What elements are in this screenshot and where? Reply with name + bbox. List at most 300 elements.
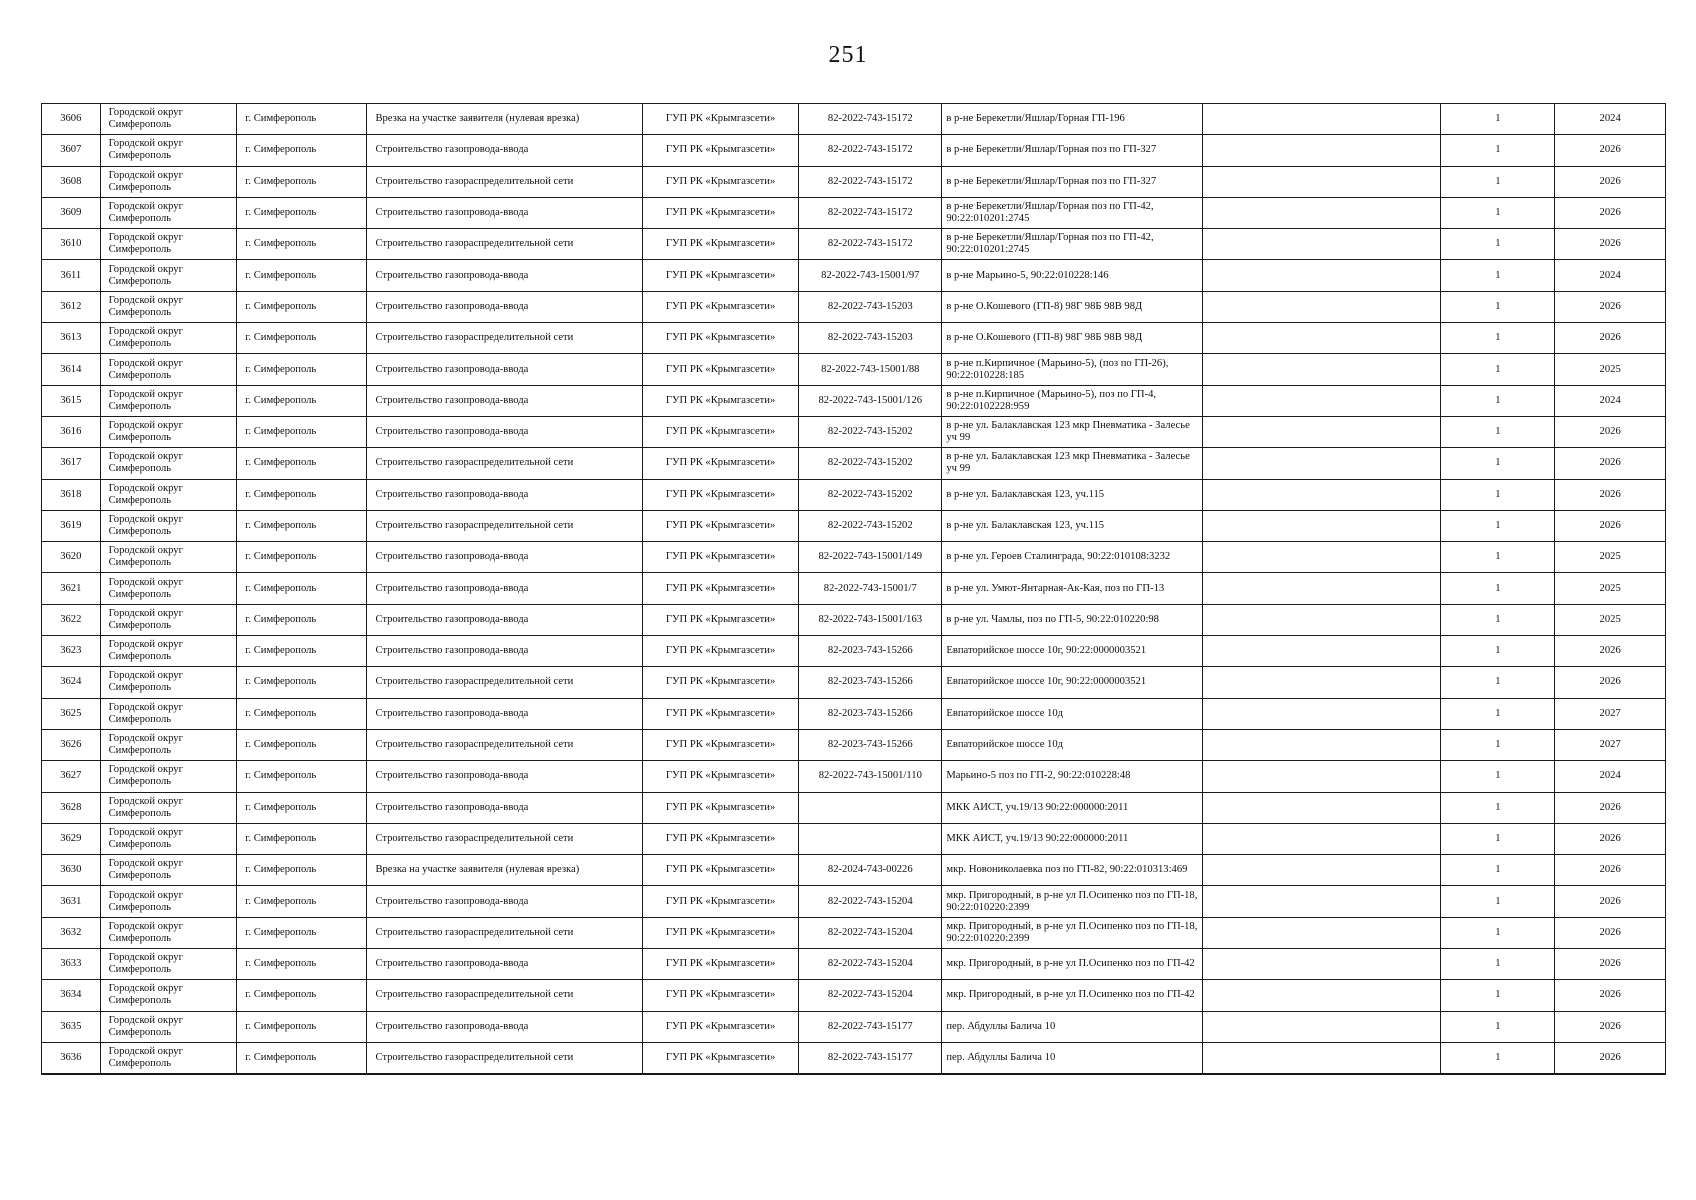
quantity-cell: 1: [1441, 667, 1555, 698]
year-cell: 2024: [1555, 385, 1666, 416]
row-number: 3621: [42, 573, 101, 604]
work-type-cell: Строительство газораспределительной сети: [367, 823, 643, 854]
table-row: [42, 197, 1666, 228]
empty-cell: [1202, 135, 1441, 166]
work-type-cell: Врезка на участке заявителя (нулевая врезка): [367, 855, 643, 886]
tech-conditions-number-cell: 82-2022-743-15001/110: [799, 761, 942, 792]
work-type-cell: Строительство газопровода-ввода: [367, 761, 643, 792]
address-cell: в р-не ул. Балаклавская 123 мкр Пневматика - Залесье уч 99: [942, 416, 1202, 447]
empty-cell: [1202, 479, 1441, 510]
row-number: 3631: [42, 886, 101, 917]
quantity-cell: 1: [1441, 260, 1555, 291]
town-cell: г. Симферополь: [237, 729, 367, 760]
address-cell: в р-не ул. Умют-Янтарная-Ак-Кая, поз по ГП-13: [942, 573, 1202, 604]
organization-cell: ГУП РК «Крымгазсети»: [642, 354, 798, 385]
year-cell: 2025: [1555, 573, 1666, 604]
town-cell: г. Симферополь: [237, 197, 367, 228]
empty-cell: [1202, 510, 1441, 541]
table-row: [42, 354, 1666, 385]
address-cell: Евпаторийское шоссе 10д: [942, 729, 1202, 760]
tech-conditions-number-cell: 82-2022-743-15001/126: [799, 385, 942, 416]
work-type-cell: Строительство газопровода-ввода: [367, 416, 643, 447]
town-cell: г. Симферополь: [237, 385, 367, 416]
district-cell: Городской округ Симферополь: [100, 823, 237, 854]
year-cell: 2026: [1555, 855, 1666, 886]
tech-conditions-number-cell: 82-2022-743-15001/97: [799, 260, 942, 291]
work-type-cell: Строительство газопровода-ввода: [367, 542, 643, 573]
empty-cell: [1202, 166, 1441, 197]
empty-cell: [1202, 636, 1441, 667]
row-number: 3608: [42, 166, 101, 197]
quantity-cell: 1: [1441, 1042, 1555, 1074]
empty-cell: [1202, 323, 1441, 354]
year-cell: 2024: [1555, 260, 1666, 291]
address-cell: в р-не Берекетли/Яшлар/Горная ГП-196: [942, 104, 1202, 135]
quantity-cell: 1: [1441, 1011, 1555, 1042]
work-type-cell: Строительство газопровода-ввода: [367, 291, 643, 322]
town-cell: г. Симферополь: [237, 761, 367, 792]
empty-cell: [1202, 761, 1441, 792]
empty-cell: [1202, 197, 1441, 228]
town-cell: г. Симферополь: [237, 448, 367, 479]
page-number: 251: [828, 42, 868, 68]
table-row: [42, 698, 1666, 729]
empty-cell: [1202, 354, 1441, 385]
address-cell: МКК АИСТ, уч.19/13 90:22:000000:2011: [942, 823, 1202, 854]
tech-conditions-number-cell: 82-2022-743-15177: [799, 1042, 942, 1074]
year-cell: 2026: [1555, 166, 1666, 197]
work-type-cell: Строительство газопровода-ввода: [367, 479, 643, 510]
address-cell: в р-не ул. Балаклавская 123, уч.115: [942, 479, 1202, 510]
empty-cell: [1202, 667, 1441, 698]
row-number: 3619: [42, 510, 101, 541]
organization-cell: ГУП РК «Крымгазсети»: [642, 604, 798, 635]
table-row: [42, 855, 1666, 886]
table-row: [42, 1042, 1666, 1074]
district-cell: Городской округ Симферополь: [100, 729, 237, 760]
year-cell: 2024: [1555, 761, 1666, 792]
address-cell: в р-не ул. Чамлы, поз по ГП-5, 90:22:010220:98: [942, 604, 1202, 635]
district-cell: Городской округ Симферополь: [100, 1042, 237, 1074]
work-type-cell: Строительство газораспределительной сети: [367, 1042, 643, 1074]
town-cell: г. Симферополь: [237, 917, 367, 948]
town-cell: г. Симферополь: [237, 135, 367, 166]
district-cell: Городской округ Симферополь: [100, 604, 237, 635]
year-cell: 2026: [1555, 229, 1666, 260]
address-cell: в р-не Берекетли/Яшлар/Горная поз по ГП-42, 90:22:010201:2745: [942, 197, 1202, 228]
district-cell: Городской округ Симферополь: [100, 949, 237, 980]
table-row: [42, 479, 1666, 510]
work-type-cell: Строительство газораспределительной сети: [367, 917, 643, 948]
town-cell: г. Симферополь: [237, 949, 367, 980]
tech-conditions-number-cell: 82-2022-743-15001/7: [799, 573, 942, 604]
tech-conditions-number-cell: 82-2022-743-15177: [799, 1011, 942, 1042]
work-type-cell: Строительство газопровода-ввода: [367, 197, 643, 228]
table-row: [42, 385, 1666, 416]
row-number: 3626: [42, 729, 101, 760]
quantity-cell: 1: [1441, 636, 1555, 667]
table-row: [42, 448, 1666, 479]
district-cell: Городской округ Симферополь: [100, 385, 237, 416]
row-number: 3609: [42, 197, 101, 228]
tech-conditions-number-cell: 82-2022-743-15202: [799, 479, 942, 510]
address-cell: в р-не ул. Героев Сталинграда, 90:22:010108:3232: [942, 542, 1202, 573]
address-cell: мкр. Новониколаевка поз по ГП-82, 90:22:010313:469: [942, 855, 1202, 886]
work-type-cell: Врезка на участке заявителя (нулевая врезка): [367, 104, 643, 135]
empty-cell: [1202, 949, 1441, 980]
organization-cell: ГУП РК «Крымгазсети»: [642, 542, 798, 573]
work-type-cell: Строительство газораспределительной сети: [367, 667, 643, 698]
table-row: [42, 416, 1666, 447]
year-cell: 2026: [1555, 135, 1666, 166]
work-type-cell: Строительство газопровода-ввода: [367, 354, 643, 385]
table-row: [42, 636, 1666, 667]
empty-cell: [1202, 291, 1441, 322]
town-cell: г. Симферополь: [237, 636, 367, 667]
empty-cell: [1202, 260, 1441, 291]
row-number: 3627: [42, 761, 101, 792]
district-cell: Городской округ Симферополь: [100, 416, 237, 447]
table-row: [42, 291, 1666, 322]
work-type-cell: Строительство газопровода-ввода: [367, 792, 643, 823]
quantity-cell: 1: [1441, 917, 1555, 948]
town-cell: г. Симферополь: [237, 104, 367, 135]
table-row: [42, 573, 1666, 604]
tech-conditions-number-cell: 82-2023-743-15266: [799, 729, 942, 760]
row-number: 3628: [42, 792, 101, 823]
register-body: [42, 104, 1666, 1075]
empty-cell: [1202, 229, 1441, 260]
year-cell: 2026: [1555, 636, 1666, 667]
work-type-cell: Строительство газопровода-ввода: [367, 949, 643, 980]
table-row: [42, 135, 1666, 166]
district-cell: Городской округ Симферополь: [100, 448, 237, 479]
quantity-cell: 1: [1441, 416, 1555, 447]
empty-cell: [1202, 855, 1441, 886]
table-row: [42, 104, 1666, 135]
empty-cell: [1202, 917, 1441, 948]
organization-cell: ГУП РК «Крымгазсети»: [642, 980, 798, 1011]
quantity-cell: 1: [1441, 792, 1555, 823]
address-cell: мкр. Пригородный, в р-не ул П.Осипенко поз по ГП-18, 90:22:010220:2399: [942, 886, 1202, 917]
empty-cell: [1202, 1011, 1441, 1042]
quantity-cell: 1: [1441, 573, 1555, 604]
tech-conditions-number-cell: 82-2022-743-15001/149: [799, 542, 942, 573]
year-cell: 2026: [1555, 197, 1666, 228]
organization-cell: ГУП РК «Крымгазсети»: [642, 323, 798, 354]
district-cell: Городской округ Симферополь: [100, 667, 237, 698]
work-type-cell: Строительство газопровода-ввода: [367, 260, 643, 291]
town-cell: г. Симферополь: [237, 416, 367, 447]
table-row: [42, 229, 1666, 260]
table-row: [42, 604, 1666, 635]
empty-cell: [1202, 573, 1441, 604]
year-cell: 2026: [1555, 510, 1666, 541]
address-cell: Евпаторийское шоссе 10г, 90:22:0000003521: [942, 636, 1202, 667]
row-number: 3634: [42, 980, 101, 1011]
town-cell: г. Симферополь: [237, 1042, 367, 1074]
quantity-cell: 1: [1441, 323, 1555, 354]
district-cell: Городской округ Симферополь: [100, 291, 237, 322]
work-type-cell: Строительство газопровода-ввода: [367, 636, 643, 667]
address-cell: в р-не Марьино-5, 90:22:010228:146: [942, 260, 1202, 291]
table-row: [42, 667, 1666, 698]
quantity-cell: 1: [1441, 698, 1555, 729]
year-cell: 2025: [1555, 354, 1666, 385]
table-row: [42, 823, 1666, 854]
district-cell: Городской округ Симферополь: [100, 104, 237, 135]
quantity-cell: 1: [1441, 229, 1555, 260]
empty-cell: [1202, 416, 1441, 447]
work-type-cell: Строительство газораспределительной сети: [367, 980, 643, 1011]
work-type-cell: Строительство газораспределительной сети: [367, 729, 643, 760]
district-cell: Городской округ Симферополь: [100, 260, 237, 291]
address-cell: в р-не ул. Балаклавская 123 мкр Пневматика - Залесье уч 99: [942, 448, 1202, 479]
year-cell: 2026: [1555, 949, 1666, 980]
table-row: [42, 1011, 1666, 1042]
organization-cell: ГУП РК «Крымгазсети»: [642, 385, 798, 416]
row-number: 3612: [42, 291, 101, 322]
organization-cell: ГУП РК «Крымгазсети»: [642, 291, 798, 322]
table-row: [42, 166, 1666, 197]
town-cell: г. Симферополь: [237, 667, 367, 698]
address-cell: Марьино-5 поз по ГП-2, 90:22:010228:48: [942, 761, 1202, 792]
empty-cell: [1202, 104, 1441, 135]
address-cell: в р-не Берекетли/Яшлар/Горная поз по ГП-327: [942, 135, 1202, 166]
tech-conditions-number-cell: [799, 792, 942, 823]
year-cell: 2026: [1555, 823, 1666, 854]
table-row: [42, 260, 1666, 291]
district-cell: Городской округ Симферополь: [100, 698, 237, 729]
address-cell: пер. Абдуллы Балича 10: [942, 1011, 1202, 1042]
district-cell: Городской округ Симферополь: [100, 1011, 237, 1042]
town-cell: г. Симферополь: [237, 823, 367, 854]
tech-conditions-number-cell: 82-2022-743-15172: [799, 135, 942, 166]
work-type-cell: Строительство газопровода-ввода: [367, 604, 643, 635]
quantity-cell: 1: [1441, 104, 1555, 135]
row-number: 3611: [42, 260, 101, 291]
organization-cell: ГУП РК «Крымгазсети»: [642, 636, 798, 667]
tech-conditions-number-cell: [799, 823, 942, 854]
empty-cell: [1202, 1042, 1441, 1074]
town-cell: г. Симферополь: [237, 542, 367, 573]
row-number: 3632: [42, 917, 101, 948]
organization-cell: ГУП РК «Крымгазсети»: [642, 229, 798, 260]
year-cell: 2026: [1555, 917, 1666, 948]
tech-conditions-number-cell: 82-2024-743-00226: [799, 855, 942, 886]
empty-cell: [1202, 980, 1441, 1011]
district-cell: Городской округ Симферополь: [100, 761, 237, 792]
empty-cell: [1202, 385, 1441, 416]
quantity-cell: 1: [1441, 166, 1555, 197]
town-cell: г. Симферополь: [237, 792, 367, 823]
district-cell: Городской округ Симферополь: [100, 855, 237, 886]
table-row: [42, 886, 1666, 917]
row-number: 3617: [42, 448, 101, 479]
work-type-cell: Строительство газопровода-ввода: [367, 385, 643, 416]
year-cell: 2026: [1555, 1011, 1666, 1042]
tech-conditions-number-cell: 82-2022-743-15204: [799, 886, 942, 917]
year-cell: 2026: [1555, 980, 1666, 1011]
year-cell: 2026: [1555, 1042, 1666, 1074]
town-cell: г. Симферополь: [237, 573, 367, 604]
tech-conditions-number-cell: 82-2022-743-15204: [799, 980, 942, 1011]
tech-conditions-number-cell: 82-2022-743-15001/88: [799, 354, 942, 385]
organization-cell: ГУП РК «Крымгазсети»: [642, 197, 798, 228]
row-number: 3620: [42, 542, 101, 573]
quantity-cell: 1: [1441, 855, 1555, 886]
tech-conditions-number-cell: 82-2022-743-15202: [799, 510, 942, 541]
town-cell: г. Симферополь: [237, 260, 367, 291]
quantity-cell: 1: [1441, 886, 1555, 917]
organization-cell: ГУП РК «Крымгазсети»: [642, 855, 798, 886]
year-cell: 2026: [1555, 448, 1666, 479]
year-cell: 2026: [1555, 291, 1666, 322]
quantity-cell: 1: [1441, 980, 1555, 1011]
district-cell: Городской округ Симферополь: [100, 354, 237, 385]
tech-conditions-number-cell: 82-2022-743-15172: [799, 166, 942, 197]
district-cell: Городской округ Симферополь: [100, 573, 237, 604]
quantity-cell: 1: [1441, 761, 1555, 792]
tech-conditions-number-cell: 82-2022-743-15202: [799, 416, 942, 447]
table-row: [42, 510, 1666, 541]
work-type-cell: Строительство газораспределительной сети: [367, 166, 643, 197]
tech-conditions-number-cell: 82-2022-743-15202: [799, 448, 942, 479]
quantity-cell: 1: [1441, 604, 1555, 635]
year-cell: 2026: [1555, 416, 1666, 447]
row-number: 3630: [42, 855, 101, 886]
organization-cell: ГУП РК «Крымгазсети»: [642, 1011, 798, 1042]
tech-conditions-number-cell: 82-2023-743-15266: [799, 636, 942, 667]
address-cell: в р-не О.Кошевого (ГП-8) 98Г 98Б 98В 98Д: [942, 291, 1202, 322]
empty-cell: [1202, 604, 1441, 635]
empty-cell: [1202, 542, 1441, 573]
table-row: [42, 980, 1666, 1011]
organization-cell: ГУП РК «Крымгазсети»: [642, 886, 798, 917]
tech-conditions-number-cell: 82-2022-743-15204: [799, 949, 942, 980]
row-number: 3607: [42, 135, 101, 166]
work-type-cell: Строительство газопровода-ввода: [367, 1011, 643, 1042]
town-cell: г. Симферополь: [237, 229, 367, 260]
address-cell: Евпаторийское шоссе 10г, 90:22:0000003521: [942, 667, 1202, 698]
address-cell: мкр. Пригородный, в р-не ул П.Осипенко поз по ГП-18, 90:22:010220:2399: [942, 917, 1202, 948]
tech-conditions-number-cell: 82-2022-743-15172: [799, 197, 942, 228]
row-number: 3618: [42, 479, 101, 510]
tech-conditions-number-cell: 82-2022-743-15203: [799, 291, 942, 322]
row-number: 3606: [42, 104, 101, 135]
empty-cell: [1202, 729, 1441, 760]
town-cell: г. Симферополь: [237, 354, 367, 385]
row-number: 3633: [42, 949, 101, 980]
work-type-cell: Строительство газораспределительной сети: [367, 323, 643, 354]
year-cell: 2027: [1555, 698, 1666, 729]
town-cell: г. Симферополь: [237, 166, 367, 197]
organization-cell: ГУП РК «Крымгазсети»: [642, 698, 798, 729]
organization-cell: ГУП РК «Крымгазсети»: [642, 1042, 798, 1074]
table-row: [42, 729, 1666, 760]
year-cell: 2026: [1555, 479, 1666, 510]
year-cell: 2026: [1555, 886, 1666, 917]
town-cell: г. Симферополь: [237, 291, 367, 322]
work-type-cell: Строительство газопровода-ввода: [367, 886, 643, 917]
organization-cell: ГУП РК «Крымгазсети»: [642, 949, 798, 980]
table-row: [42, 917, 1666, 948]
district-cell: Городской округ Симферополь: [100, 917, 237, 948]
work-type-cell: Строительство газораспределительной сети: [367, 229, 643, 260]
quantity-cell: 1: [1441, 729, 1555, 760]
row-number: 3614: [42, 354, 101, 385]
address-cell: в р-не п.Кирпичное (Марьино-5), (поз по ГП-26), 90:22:010228:185: [942, 354, 1202, 385]
work-type-cell: Строительство газораспределительной сети: [367, 510, 643, 541]
address-cell: в р-не п.Кирпичное (Марьино-5), поз по ГП-4, 90:22:0102228:959: [942, 385, 1202, 416]
organization-cell: ГУП РК «Крымгазсети»: [642, 260, 798, 291]
quantity-cell: 1: [1441, 291, 1555, 322]
district-cell: Городской округ Симферополь: [100, 229, 237, 260]
row-number: 3622: [42, 604, 101, 635]
quantity-cell: 1: [1441, 354, 1555, 385]
district-cell: Городской округ Симферополь: [100, 636, 237, 667]
row-number: 3615: [42, 385, 101, 416]
organization-cell: ГУП РК «Крымгазсети»: [642, 135, 798, 166]
row-number: 3616: [42, 416, 101, 447]
district-cell: Городской округ Симферополь: [100, 197, 237, 228]
address-cell: Евпаторийское шоссе 10д: [942, 698, 1202, 729]
quantity-cell: 1: [1441, 385, 1555, 416]
district-cell: Городской округ Симферополь: [100, 135, 237, 166]
organization-cell: ГУП РК «Крымгазсети»: [642, 667, 798, 698]
year-cell: 2026: [1555, 323, 1666, 354]
quantity-cell: 1: [1441, 823, 1555, 854]
organization-cell: ГУП РК «Крымгазсети»: [642, 761, 798, 792]
work-type-cell: Строительство газопровода-ввода: [367, 573, 643, 604]
district-cell: Городской округ Симферополь: [100, 166, 237, 197]
district-cell: Городской округ Симферополь: [100, 542, 237, 573]
quantity-cell: 1: [1441, 510, 1555, 541]
empty-cell: [1202, 792, 1441, 823]
tech-conditions-number-cell: 82-2022-743-15203: [799, 323, 942, 354]
year-cell: 2025: [1555, 604, 1666, 635]
empty-cell: [1202, 698, 1441, 729]
organization-cell: ГУП РК «Крымгазсети»: [642, 917, 798, 948]
work-type-cell: Строительство газопровода-ввода: [367, 698, 643, 729]
address-cell: мкр. Пригородный, в р-не ул П.Осипенко поз по ГП-42: [942, 949, 1202, 980]
address-cell: в р-не Берекетли/Яшлар/Горная поз по ГП-42, 90:22:010201:2745: [942, 229, 1202, 260]
table-row: [42, 542, 1666, 573]
district-cell: Городской округ Симферополь: [100, 886, 237, 917]
town-cell: г. Симферополь: [237, 886, 367, 917]
organization-cell: ГУП РК «Крымгазсети»: [642, 448, 798, 479]
year-cell: 2026: [1555, 792, 1666, 823]
address-cell: в р-не Берекетли/Яшлар/Горная поз по ГП-327: [942, 166, 1202, 197]
organization-cell: ГУП РК «Крымгазсети»: [642, 416, 798, 447]
row-number: 3613: [42, 323, 101, 354]
table-row: [42, 949, 1666, 980]
organization-cell: ГУП РК «Крымгазсети»: [642, 510, 798, 541]
row-number: 3635: [42, 1011, 101, 1042]
organization-cell: ГУП РК «Крымгазсети»: [642, 823, 798, 854]
quantity-cell: 1: [1441, 448, 1555, 479]
district-cell: Городской округ Симферополь: [100, 980, 237, 1011]
gasification-register-table: [41, 103, 1666, 1075]
empty-cell: [1202, 823, 1441, 854]
year-cell: 2026: [1555, 667, 1666, 698]
quantity-cell: 1: [1441, 949, 1555, 980]
town-cell: г. Симферополь: [237, 980, 367, 1011]
address-cell: в р-не ул. Балаклавская 123, уч.115: [942, 510, 1202, 541]
address-cell: МКК АИСТ, уч.19/13 90:22:000000:2011: [942, 792, 1202, 823]
row-number: 3636: [42, 1042, 101, 1074]
tech-conditions-number-cell: 82-2022-743-15204: [799, 917, 942, 948]
